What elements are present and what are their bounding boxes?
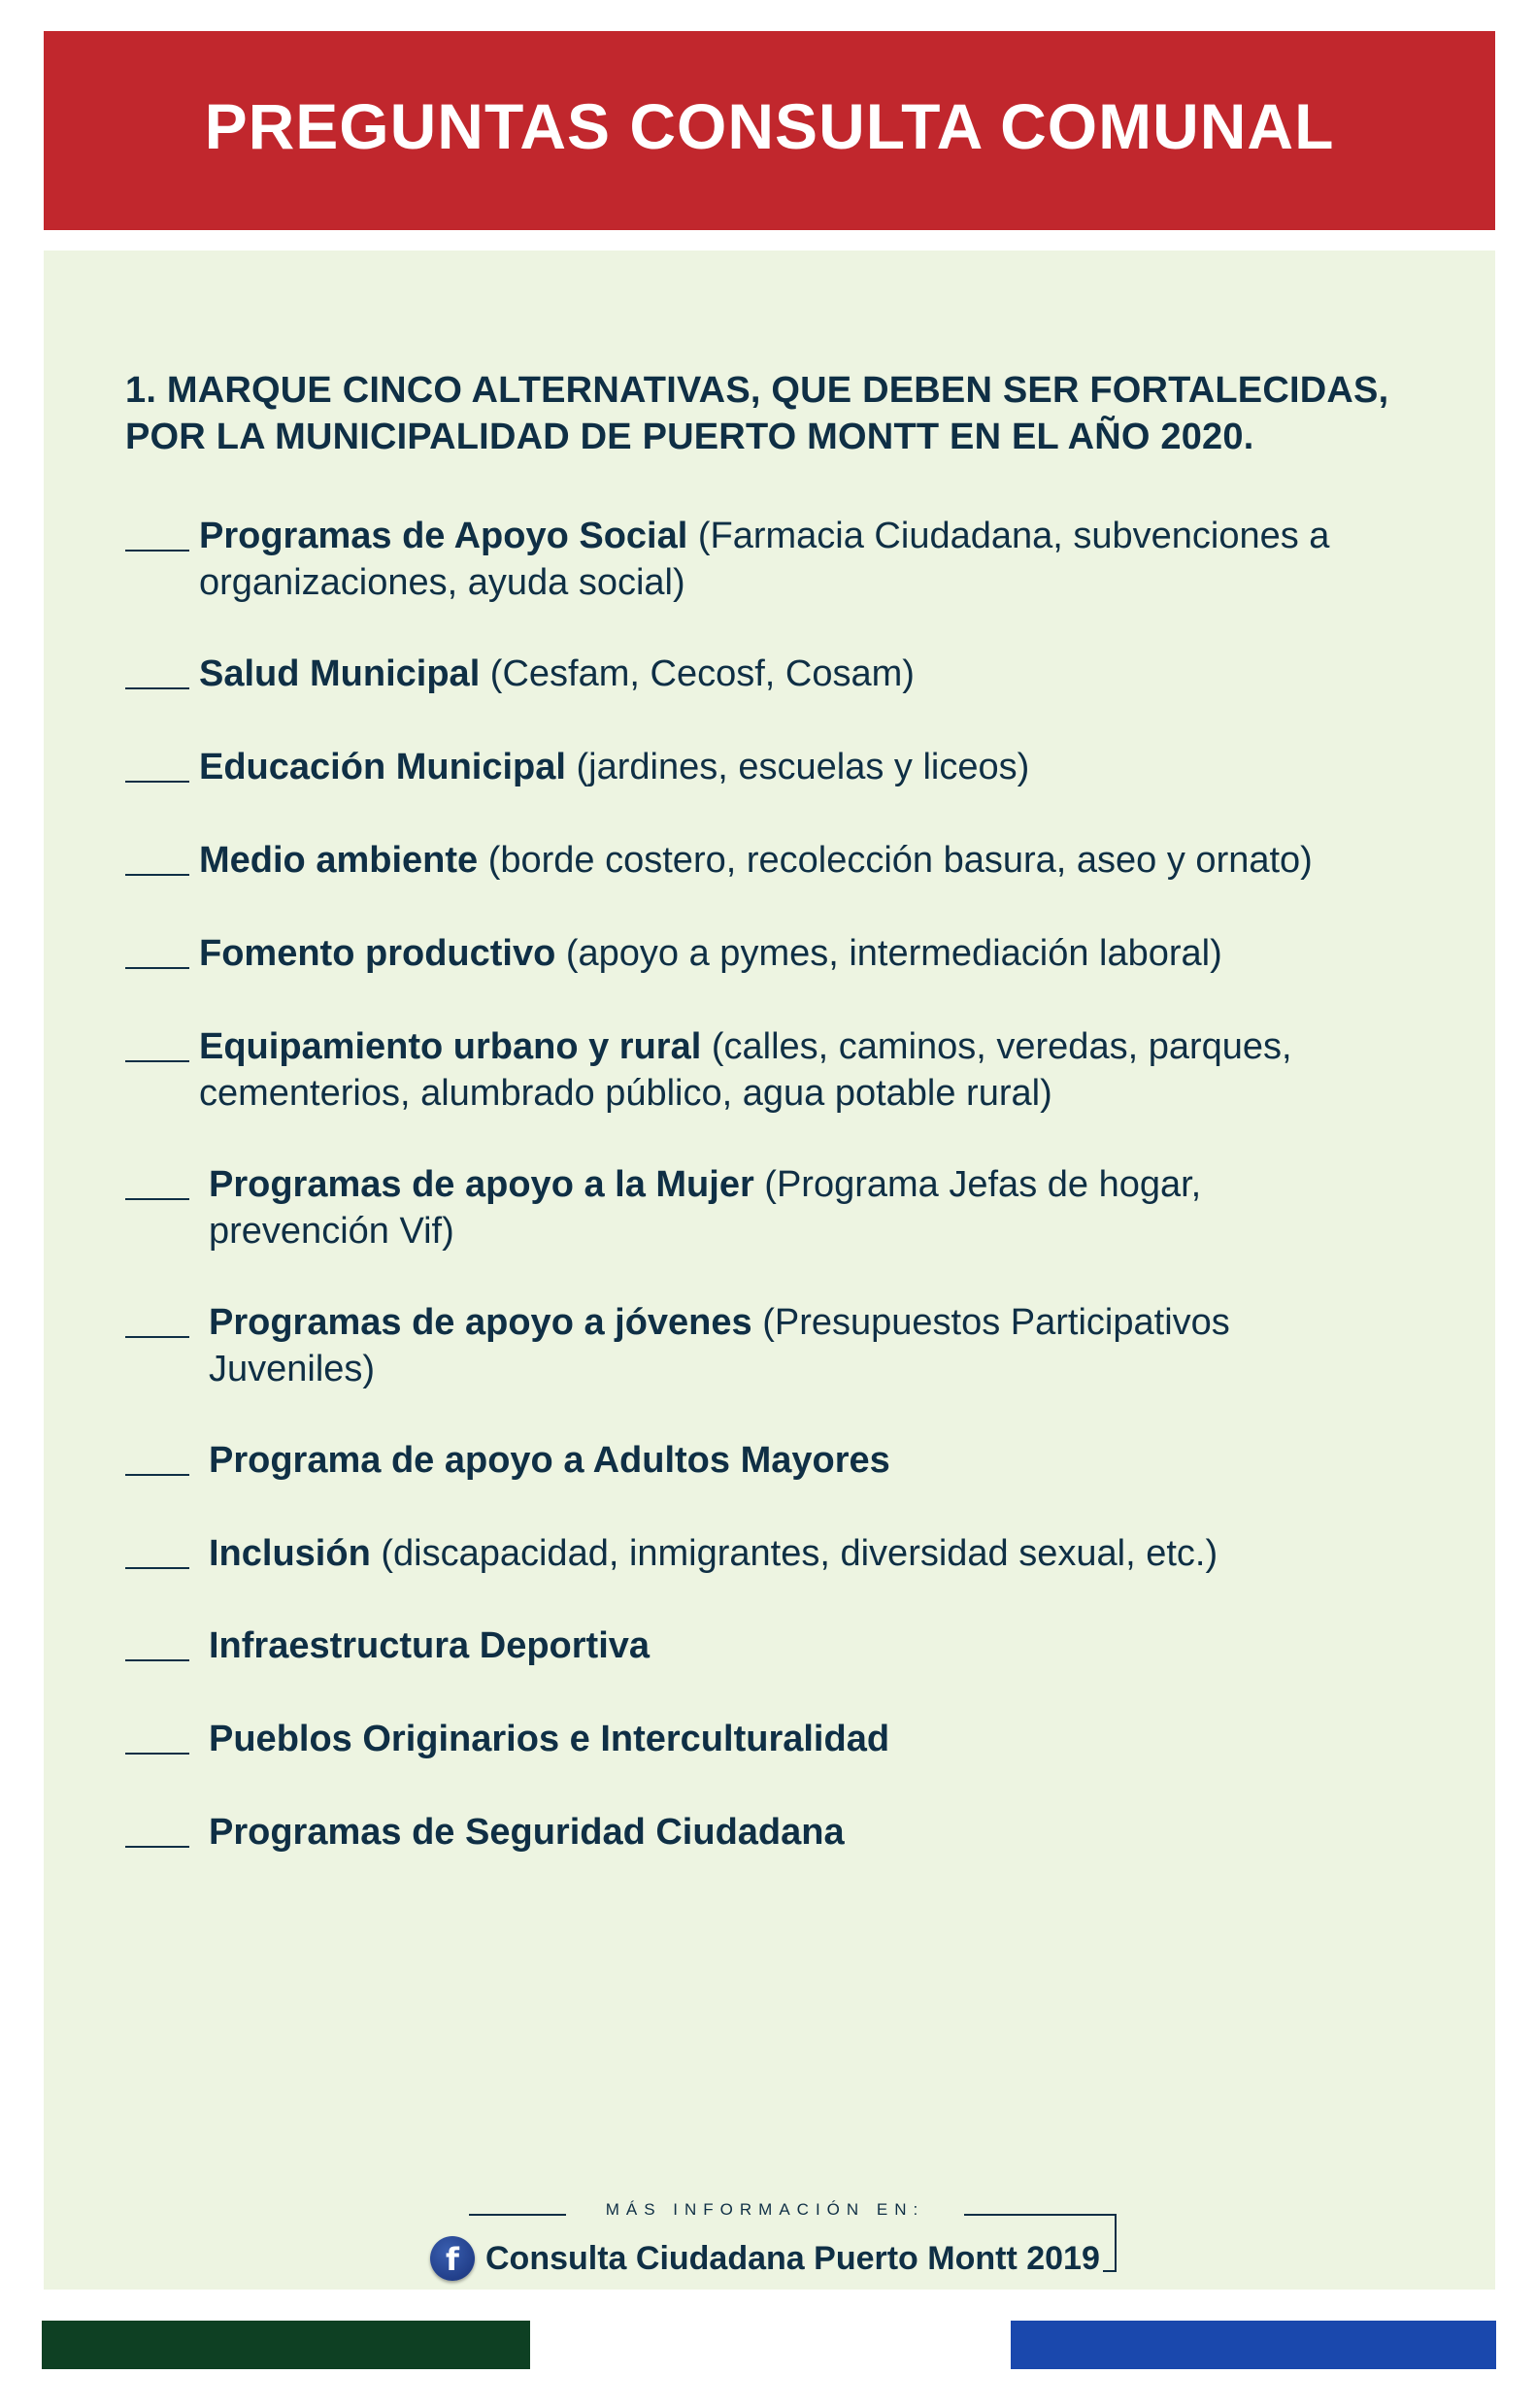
option-detail: (jardines, escuelas y liceos) bbox=[565, 747, 1030, 787]
option-label: Infraestructura Deportiva bbox=[209, 1625, 651, 1666]
option-detail: (discapacidad, inmigrantes, diversidad sexual, etc.) bbox=[370, 1533, 1218, 1574]
footer-label: MÁS INFORMACIÓN EN: bbox=[566, 2200, 964, 2220]
checkbox-blank[interactable] bbox=[125, 1299, 189, 1338]
question-line-1: 1. MARQUE CINCO ALTERNATIVAS, QUE DEBEN SER FORTALECIDAS, bbox=[125, 370, 1389, 411]
option-text bbox=[199, 651, 1461, 697]
checkbox-blank[interactable] bbox=[125, 1809, 189, 1848]
option-label: Fomento productivo bbox=[199, 933, 556, 974]
option-label: Inclusión bbox=[209, 1533, 371, 1574]
option-text bbox=[209, 1716, 1471, 1762]
question-line-2: POR LA MUNICIPALIDAD DE PUERTO MONTT EN EL AÑO 2020. bbox=[125, 417, 1254, 457]
option-item-11[interactable] bbox=[125, 1622, 1471, 1669]
option-item-10[interactable] bbox=[125, 1530, 1471, 1577]
option-label: Programa de apoyo a Adultos Mayores bbox=[209, 1440, 890, 1481]
checkbox-blank[interactable] bbox=[125, 1023, 189, 1062]
option-label: Medio ambiente bbox=[199, 840, 479, 881]
option-label: Pueblos Originarios e Interculturalidad bbox=[209, 1719, 890, 1759]
option-label: Programas de apoyo a jóvenes bbox=[209, 1302, 752, 1343]
option-label: Educación Municipal bbox=[199, 747, 566, 787]
option-label: Programas de Seguridad Ciudadana bbox=[209, 1812, 845, 1853]
header-banner bbox=[44, 31, 1495, 230]
option-text bbox=[199, 1023, 1461, 1117]
checkbox-blank[interactable] bbox=[125, 930, 189, 969]
footer-bracket-tick bbox=[1103, 2270, 1117, 2272]
stripe-white bbox=[530, 2321, 1011, 2369]
option-item-3[interactable] bbox=[125, 744, 1461, 790]
option-item-8[interactable] bbox=[125, 1299, 1335, 1392]
option-detail: (calles, caminos, veredas, parques, cementerios, alumbrado público, agua potable rural) bbox=[199, 1026, 1292, 1114]
option-item-2[interactable] bbox=[125, 651, 1461, 697]
facebook-icon-letter: f bbox=[446, 2241, 459, 2278]
checkbox-blank[interactable] bbox=[125, 744, 189, 783]
content-panel bbox=[44, 251, 1495, 2290]
option-text bbox=[209, 1437, 1471, 1484]
facebook-icon[interactable] bbox=[430, 2236, 475, 2281]
option-item-13[interactable] bbox=[125, 1809, 1471, 1856]
option-label: Salud Municipal bbox=[199, 653, 481, 694]
checkbox-blank[interactable] bbox=[125, 1161, 189, 1200]
option-detail: (apoyo a pymes, intermediación laboral) bbox=[555, 933, 1222, 974]
option-item-4[interactable] bbox=[125, 837, 1461, 884]
checkbox-blank[interactable] bbox=[125, 651, 189, 689]
option-label: Programas de Apoyo Social bbox=[199, 516, 688, 556]
option-detail: (borde costero, recolección basura, aseo y ornato) bbox=[478, 840, 1313, 881]
option-item-6[interactable] bbox=[125, 1023, 1461, 1117]
checkbox-blank[interactable] bbox=[125, 1622, 189, 1661]
option-label: Programas de apoyo a la Mujer bbox=[209, 1164, 754, 1205]
footer-rule-left bbox=[469, 2214, 566, 2216]
stripe-blue bbox=[1011, 2321, 1496, 2369]
checkbox-blank[interactable] bbox=[125, 1437, 189, 1476]
checkbox-blank[interactable] bbox=[125, 837, 189, 876]
option-detail: (Cesfam, Cecosf, Cosam) bbox=[480, 653, 915, 694]
option-text bbox=[209, 1622, 1471, 1669]
checkbox-blank[interactable] bbox=[125, 1530, 189, 1569]
option-text bbox=[209, 1530, 1471, 1577]
option-text bbox=[199, 930, 1461, 977]
option-label: Equipamiento urbano y rural bbox=[199, 1026, 702, 1067]
checkbox-blank[interactable] bbox=[125, 513, 189, 552]
checkbox-blank[interactable] bbox=[125, 1716, 189, 1755]
option-item-7[interactable] bbox=[125, 1161, 1335, 1254]
footer-brand-link[interactable]: Consulta Ciudadana Puerto Montt 2019 bbox=[485, 2240, 1100, 2277]
option-item-1[interactable] bbox=[125, 513, 1461, 606]
option-item-9[interactable] bbox=[125, 1437, 1471, 1484]
footer-rule-right bbox=[964, 2214, 1117, 2216]
option-text bbox=[199, 837, 1461, 884]
option-item-12[interactable] bbox=[125, 1716, 1471, 1762]
page-title: PREGUNTAS CONSULTA COMUNAL bbox=[204, 89, 1335, 162]
option-detail: (Presupuestos Participativos Juveniles) bbox=[209, 1302, 1230, 1389]
footer-bracket bbox=[1115, 2214, 1117, 2270]
option-text bbox=[209, 1299, 1335, 1392]
option-text bbox=[199, 513, 1461, 606]
option-text bbox=[199, 744, 1461, 790]
option-detail: (Programa Jefas de hogar, prevención Vif) bbox=[209, 1164, 1202, 1252]
stripe-green bbox=[42, 2321, 530, 2369]
option-text bbox=[209, 1161, 1335, 1254]
option-detail: (Farmacia Ciudadana, subvenciones a organizaciones, ayuda social) bbox=[199, 516, 1330, 603]
question-heading bbox=[125, 367, 1465, 460]
option-text bbox=[209, 1809, 1471, 1856]
option-item-5[interactable] bbox=[125, 930, 1461, 977]
